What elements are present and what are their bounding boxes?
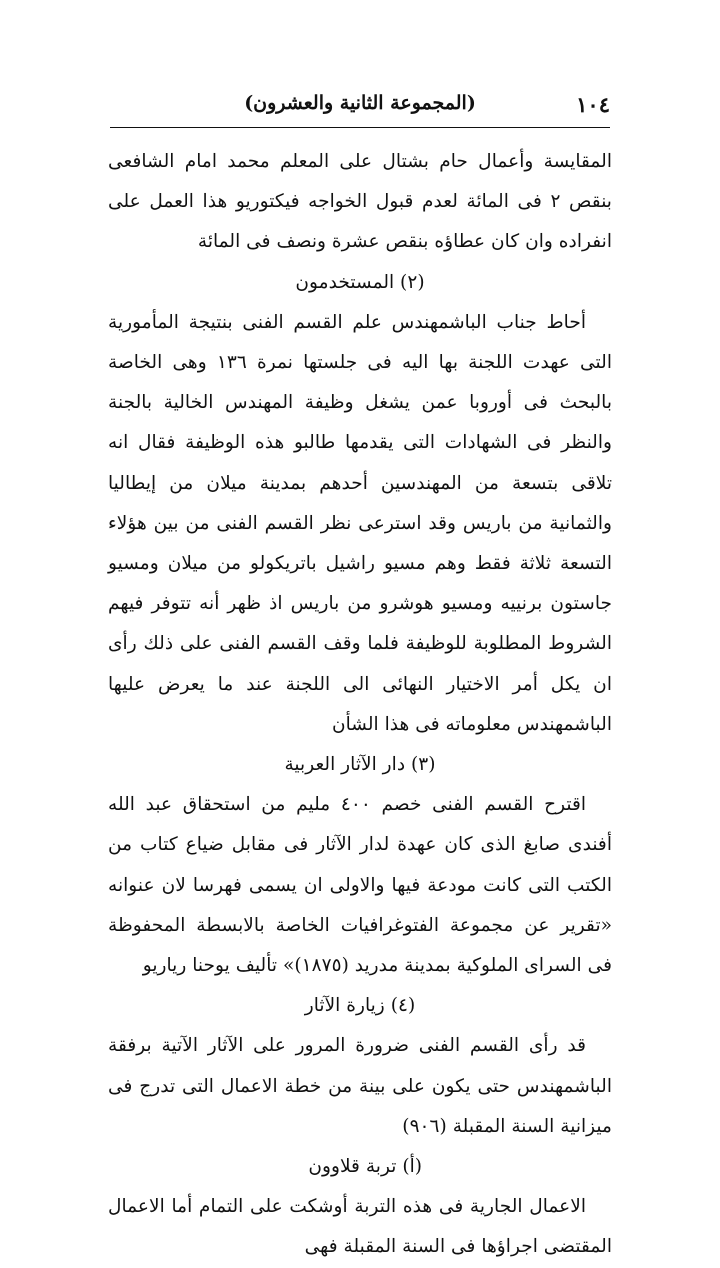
page-body [108,142,612,1268]
running-title: (المجموعة الثانية والعشرون) [244,92,476,114]
page-number: ١٠٤ [576,92,610,117]
section-heading-employees: (٢) المستخدمون [295,271,425,293]
paragraph-continuation: المقايسة وأعمال حام بشتال على المعلم محمد امام الشافعى بنقص ٢ فى المائة لعدم قبول الخواجه فيكتوريو هذا العمل على انفراده وان كان عطاؤه بنقص عشرة ونصف فى المائة [108,151,612,253]
paragraph-qalawun: الاعمال الجارية فى هذه التربة أوشكت على التمام أما الاعمال المقتضى اجراؤها فى السنة المقبلة فهى [108,1196,612,1258]
section-heading-arab-museum: (٣) دار الآثار العربية [284,754,436,776]
page-header [110,88,610,128]
paragraph-monument-visits: قد رأى القسم الفنى ضرورة المرور على الآثار الآتية برفقة الباشمهندس حتى يكون على بينة من خطة الاعمال التى تدرج فى ميزانية السنة المقبلة (٩٠٦) [108,1035,612,1137]
paragraph-arab-museum: اقترح القسم الفنى خصم ٤٠٠ مليم من استحقاق عبد الله أفندى صابغ الذى كان عهدة لدار الآثار فى مقابل ضياع كتاب من الكتب التى كانت مودعة فيها والاولى ان يسمى فهرسا لان عنوانه «تقرير عن مجموعة الفتوغرافيات الخاصة بالابسطة المحفوظة فى السراى الملوكية بمدينة مدريد (١٨٧٥)» تأليف يوحنا رياريو [108,794,612,977]
header-rule [110,127,610,128]
paragraph-employees: أحاط جناب الباشمهندس علم القسم الفنى بنتيجة المأمورية التى عهدت اللجنة بها اليه فى جلستها نمرة ١٣٦ وهى الخاصة بالبحث فى أوروبا عمن يشغل وظيفة المهندس الخالية بالجنة والنظر فى الشهادات التى يقدمها طالبو هذه الوظيفة فقال انه تلاقى بتسعة من المهندسين أحدهم بمدينة ميلان من إيطاليا والثمانية من باريس وقد استرعى نظر القسم الفنى من بين هؤلاء التسعة ثلاثة فقط وهم مسيو راشيل باتريكولو من ميلان ومسيو جاستون برنييه ومسيو هوشرو من باريس اذ ظهر أنه تتوفر فيهم الشروط المطلوبة للوظيفة فلما وقف القسم الفنى على ذلك رأى ان يكل أمر الاختيار النهائى الى اللجنة عند ما يعرض عليها الباشمهندس معلوماته فى هذا الشأن [108,311,612,735]
section-heading-monument-visits: (٤) زيارة الآثار [304,995,416,1017]
subsection-heading-qalawun: (أ) تربة قلاوون [308,1156,422,1178]
